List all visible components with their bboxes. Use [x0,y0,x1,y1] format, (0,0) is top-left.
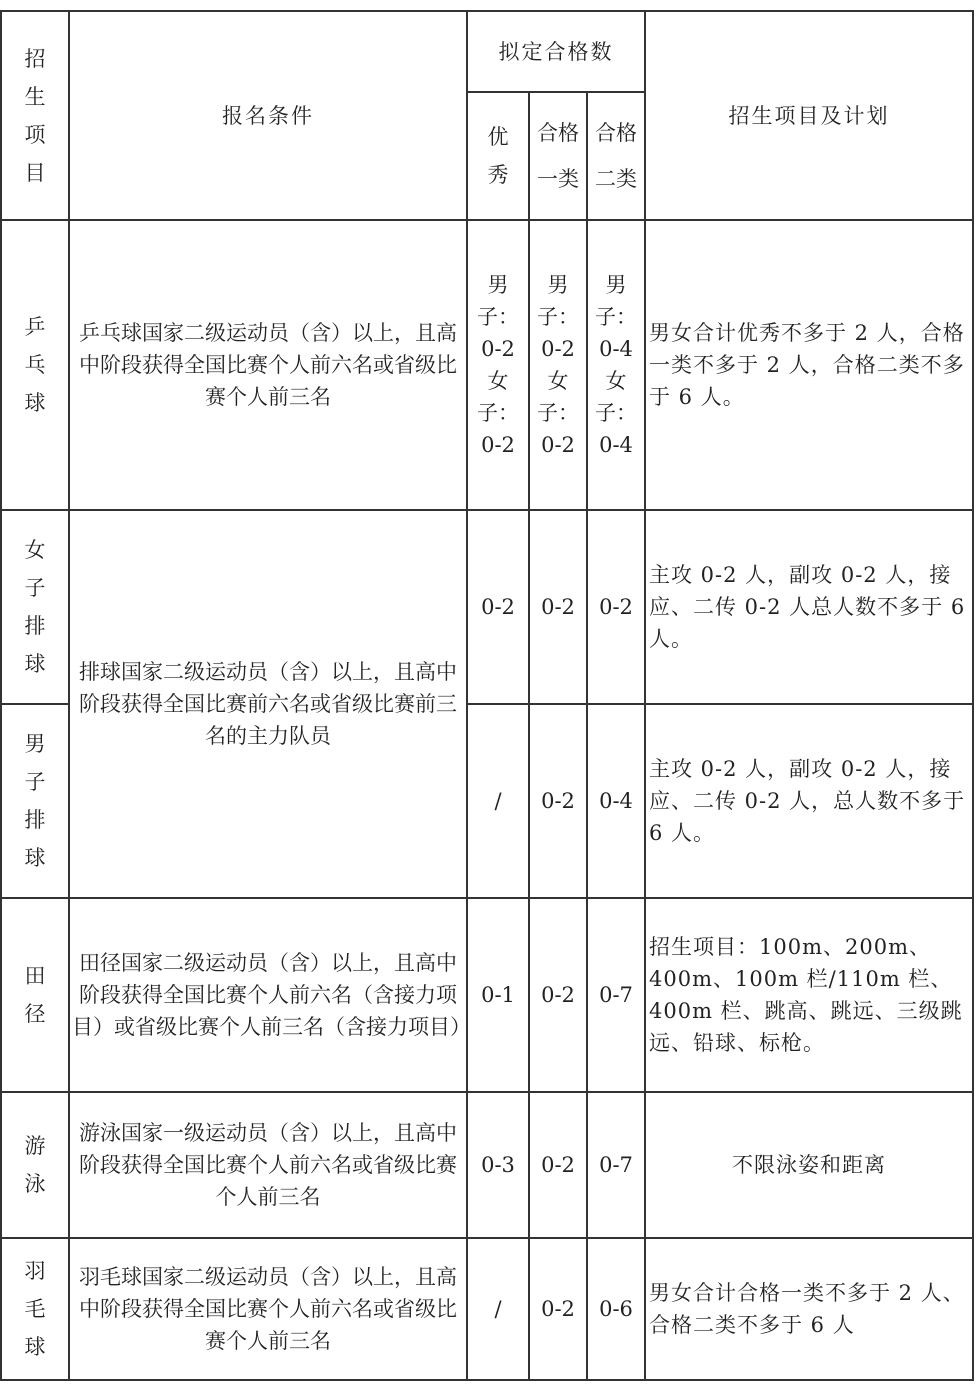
header-plan: 招生项目及计划 [645,11,973,220]
row-womens-volleyball-excellent: 0-2 [467,510,529,704]
row-womens-volleyball-qual1: 0-2 [529,510,587,704]
row-mens-volleyball-plan: 主攻 0-2 人，副攻 0-2 人，接应、二传 0-2 人，总人数不多于 6 人。 [645,704,973,898]
row-badminton-plan: 男女合计合格一类不多于 2 人、合格二类不多于 6 人 [645,1238,973,1380]
row-badminton-excellent: / [467,1238,529,1380]
header-qual1: 合格一类 [529,92,587,220]
row-track-qual2: 0-7 [587,898,645,1092]
row-pingpong-condition: 乒乓球国家二级运动员（含）以上，且高中阶段获得全国比赛个人前六名或省级比赛个人前三名 [69,220,467,510]
row-track-qual1: 0-2 [529,898,587,1092]
row-mens-volleyball-excellent: / [467,704,529,898]
row-track-plan: 招生项目：100m、200m、400m、100m 栏/110m 栏、400m 栏、跳高、跳远、三级跳远、铅球、标枪。 [645,898,973,1092]
row-pingpong-plan: 男女合计优秀不多于 2 人，合格一类不多于 2 人，合格二类不多于 6 人。 [645,220,973,510]
header-qual2: 合格二类 [587,92,645,220]
row-swimming-qual1: 0-2 [529,1092,587,1238]
row-pingpong-project: 乒乓球 [1,220,69,510]
row-swimming-plan: 不限泳姿和距离 [645,1092,973,1238]
row-pingpong-excellent: 男 子： 0-2 女 子： 0-2 [467,220,529,510]
row-womens-volleyball-project: 女子排球 [1,510,69,704]
header-excellent: 优秀 [467,92,529,220]
row-pingpong-qual2: 男 子： 0-4 女 子： 0-4 [587,220,645,510]
row-badminton-condition: 羽毛球国家二级运动员（含）以上，且高中阶段获得全国比赛个人前六名或省级比赛个人前三名 [69,1238,467,1380]
row-badminton-project: 羽毛球 [1,1238,69,1380]
header-quota: 拟定合格数 [467,11,645,92]
row-womens-volleyball-plan: 主攻 0-2 人，副攻 0-2 人，接应、二传 0-2 人总人数不多于 6 人。 [645,510,973,704]
row-volleyball-condition: 排球国家二级运动员（含）以上，且高中阶段获得全国比赛前六名或省级比赛前三名的主力队员 [69,510,467,898]
header-condition: 报名条件 [69,11,467,220]
row-swimming-qual2: 0-7 [587,1092,645,1238]
row-track-condition: 田径国家二级运动员（含）以上，且高中阶段获得全国比赛个人前六名（含接力项目）或省级比赛个人前三名（含接力项目） [69,898,467,1092]
row-track-project: 田径 [1,898,69,1092]
row-swimming-condition: 游泳国家一级运动员（含）以上，且高中阶段获得全国比赛个人前六名或省级比赛个人前三名 [69,1092,467,1238]
row-mens-volleyball-qual2: 0-4 [587,704,645,898]
row-mens-volleyball-project: 男子排球 [1,704,69,898]
row-swimming-excellent: 0-3 [467,1092,529,1238]
admission-table [0,10,974,1381]
row-womens-volleyball-qual2: 0-2 [587,510,645,704]
row-track-excellent: 0-1 [467,898,529,1092]
row-swimming-project: 游泳 [1,1092,69,1238]
row-pingpong-qual1: 男 子： 0-2 女 子： 0-2 [529,220,587,510]
row-badminton-qual1: 0-2 [529,1238,587,1380]
header-project: 招生项目 [1,11,69,220]
row-mens-volleyball-qual1: 0-2 [529,704,587,898]
row-badminton-qual2: 0-6 [587,1238,645,1380]
